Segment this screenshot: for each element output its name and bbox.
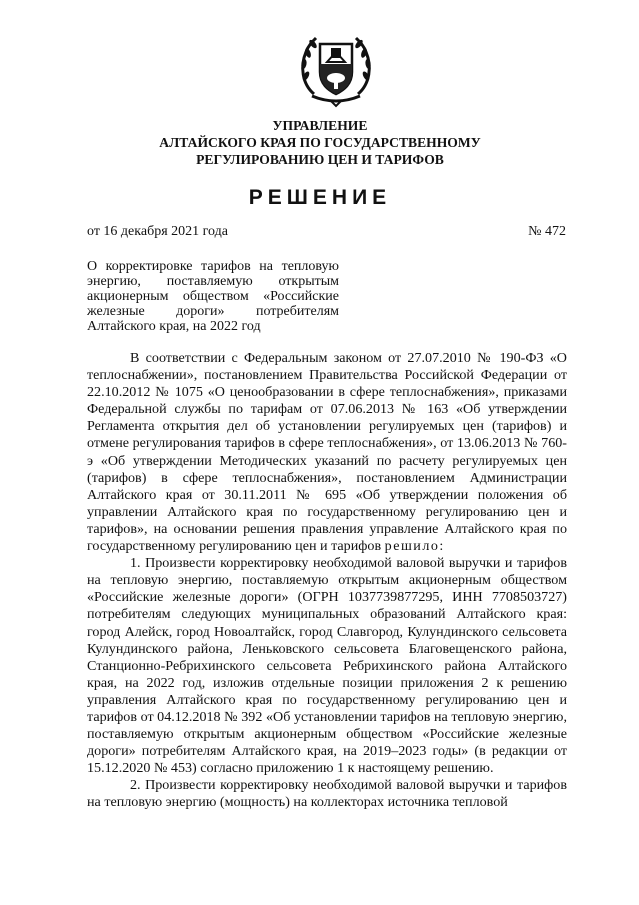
- body-paragraph: [87, 350, 567, 555]
- body-paragraph: 2. Произвести корректировку необходимой валовой выручки и тарифов на тепловую энергию (мощность) на коллекторах источника тепловой: [87, 777, 567, 811]
- issuer-header: [150, 117, 490, 168]
- document-number: № 472: [528, 224, 566, 239]
- decision-verb: решило:: [384, 538, 445, 555]
- document-body: [87, 350, 567, 812]
- document-title: РЕШЕНИЕ: [248, 186, 392, 209]
- body-paragraph: 1. Произвести корректировку необходимой валовой выручки и тарифов на тепловую энергию, поставляемую открытым акционерным обществом «Российские железные дороги» (ОГРН 1037739877295, ИНН 7708503727) потребителям следующих муниципальных образований Алтайского края: город Алейск, город Новоалтайск, город Славгород, Кулундинского сельсовета Кулундинского района, Леньковского сельсовета Благовещенского района, Станционно-Ребрихинского сельсовета Ребрихинского района Алтайского края, на 2022 год, изложив отдельные позиции приложения 2 к решению управления Алтайского края по государственному регулированию цен и тарифов от 04.12.2018 № 392 «Об установлении тарифов на тепловую энергию, поставляемую открытым акционерным обществом «Российские железные дороги» потребителям Алтайского края, на 2019–2023 годы» (в редакции от 15.12.2020 № 453) согласно приложению 1 к настоящему решению.: [87, 555, 567, 777]
- document-subject: О корректировке тарифов на тепловую энергию, поставляемую открытым акционерным обществом «Российские железные дороги» потребителям Алтайского края, на 2022 год: [87, 259, 339, 334]
- header-line: РЕГУЛИРОВАНИЮ ЦЕН И ТАРИФОВ: [196, 152, 444, 167]
- header-line: АЛТАЙСКОГО КРАЯ ПО ГОСУДАРСТВЕННОМУ: [159, 135, 481, 150]
- header-line: УПРАВЛЕНИЕ: [272, 118, 368, 133]
- coat-of-arms-icon: [294, 26, 378, 110]
- preamble-text: В соответствии с Федеральным законом от 27.07.2010 № 190-ФЗ «О теплоснабжении», постановлением Правительства Российской Федерации от 22.10.2012 № 1075 «О ценообразовании в сфере теплоснабжения», приказами Федеральной службы по тарифам от 07.06.2013 № 163 «Об утверждении Регламента открытия дел об установлении регулируемых цен (тарифов) и отмене регулирования тарифов в сфере теплоснабжения», от 13.06.2013 № 760-э «Об утверждении Методических указаний по расчету регулируемых цен (тарифов) в сфере теплоснабжения», постановлением Администрации Алтайского края от 30.11.2011 № 695 «Об утверждении положения об управлении Алтайского края по государственному регулированию цен и тарифов», на основании решения правления управление Алтайского края по государственному регулированию цен и тарифов: [87, 350, 567, 555]
- document-date: от 16 декабря 2021 года: [87, 224, 228, 239]
